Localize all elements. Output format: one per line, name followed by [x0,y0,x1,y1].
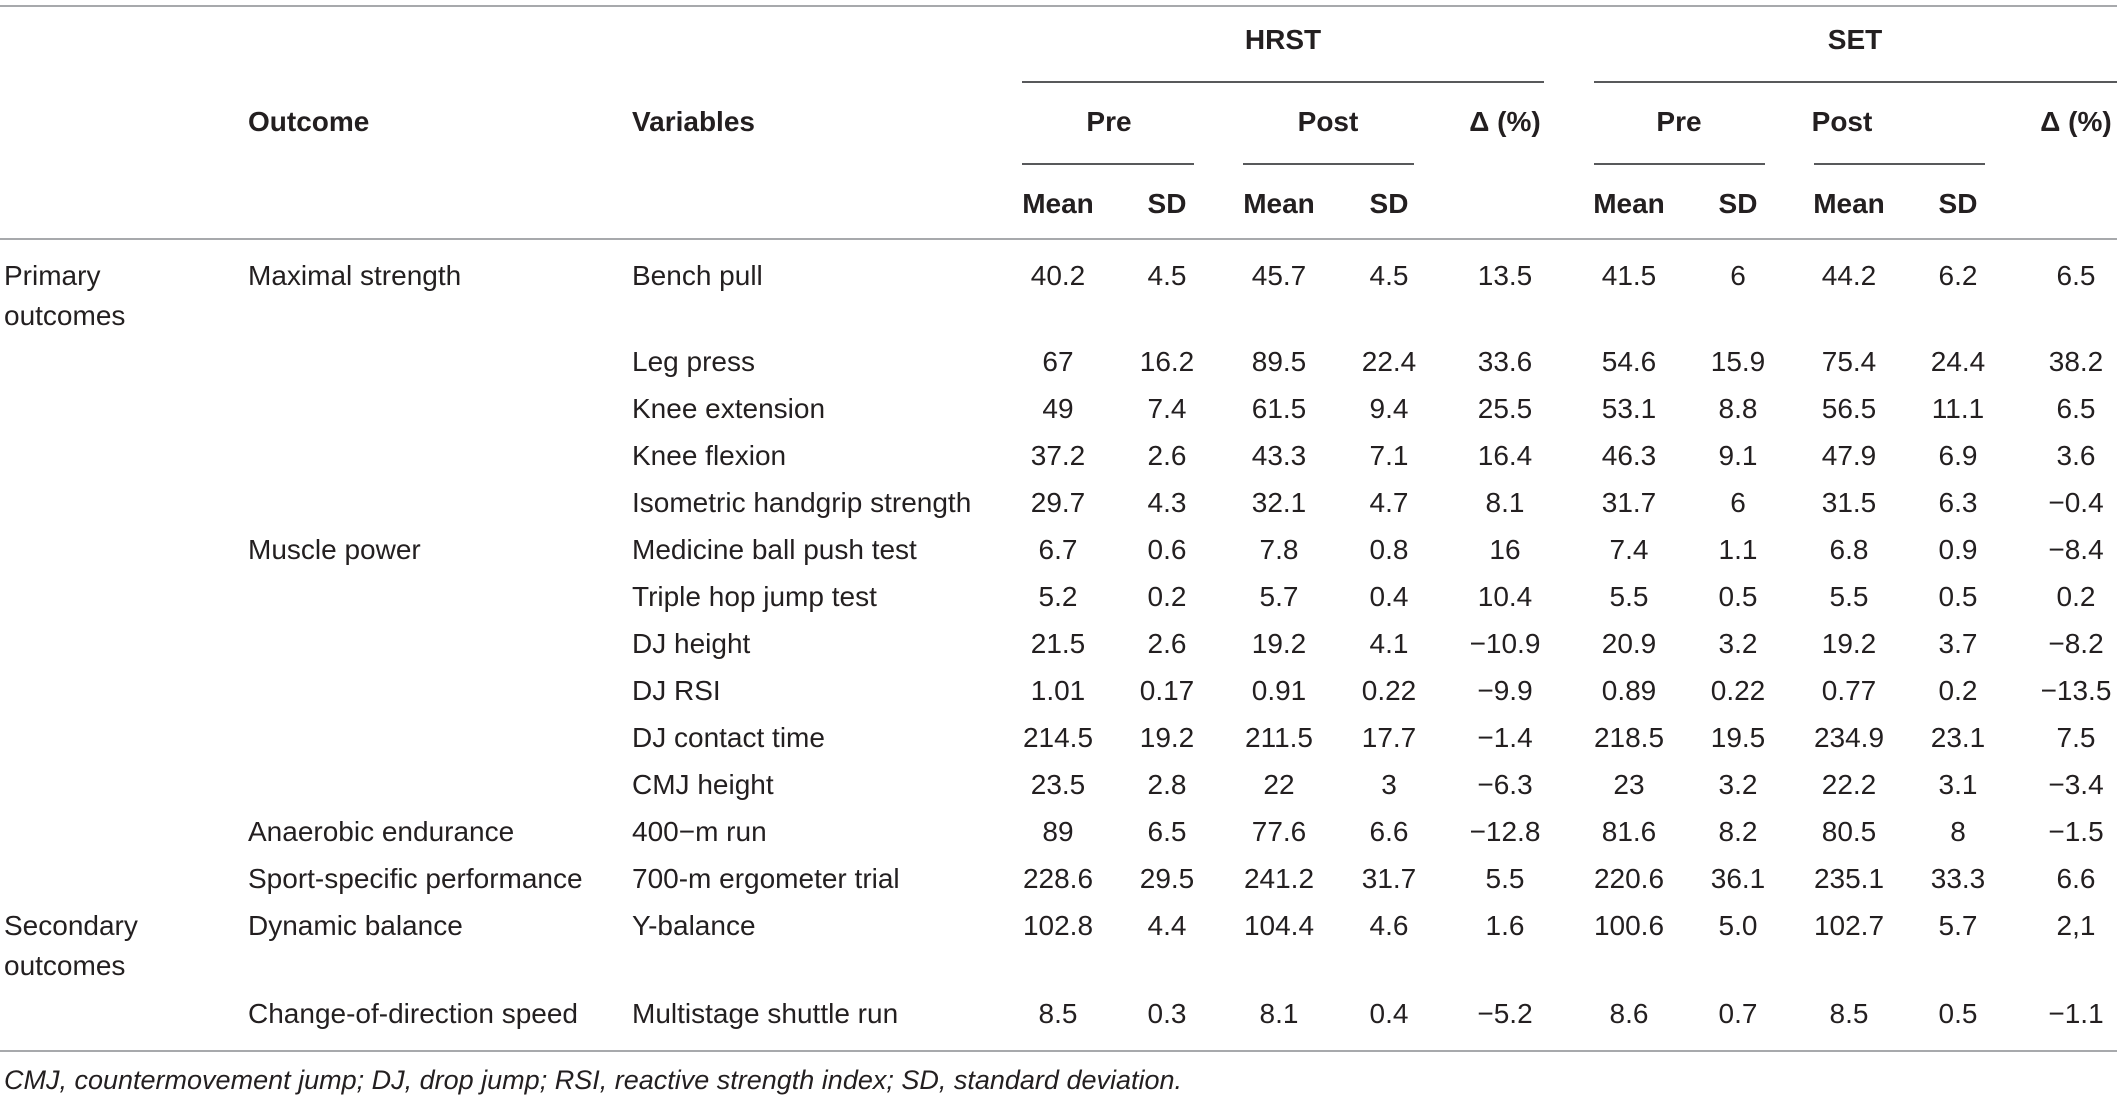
cell-set-pre-sd: 6 [1730,260,1746,291]
row-outcome: Anaerobic endurance [248,816,515,847]
header-set-pre-sd: SD [1718,188,1758,219]
header-hrst-post: Post [1297,106,1359,137]
cell-set-pre-sd: 36.1 [1710,863,1766,894]
row-variable: Knee flexion [632,440,787,471]
cell-set-delta: −0.4 [2048,487,2104,518]
cell-set-post-sd: 23.1 [1930,722,1986,753]
cell-hrst-post-sd: 9.4 [1369,393,1409,424]
cell-hrst-delta: 33.6 [1477,346,1533,377]
header-group-hrst: HRST [1244,24,1322,55]
cell-hrst-post-mean: 5.7 [1259,581,1299,612]
cell-hrst-pre-mean: 23.5 [1030,769,1086,800]
cell-set-pre-sd: 8.2 [1718,816,1758,847]
cell-set-post-mean: 235.1 [1813,863,1885,894]
table-footnote: CMJ, countermovement jump; DJ, drop jump; RSI, reactive strength index; SD, standard deviation. [4,1065,1183,1095]
cell-set-delta: −8.2 [2048,628,2104,659]
cell-set-pre-mean: 23 [1613,769,1645,800]
cell-set-post-mean: 0.77 [1821,675,1877,706]
cell-hrst-delta: 16.4 [1477,440,1533,471]
cell-hrst-post-mean: 211.5 [1245,722,1313,753]
cell-set-delta: 38.2 [2048,346,2104,377]
hrst-pre-rule [1022,163,1194,165]
hrst-group-rule [1022,81,1544,83]
cell-set-pre-mean: 7.4 [1609,534,1649,565]
cell-set-pre-sd: 5.0 [1718,910,1758,941]
cell-set-post-mean: 234.9 [1813,722,1885,753]
cell-hrst-delta: −6.3 [1477,769,1533,800]
cell-set-pre-mean: 220.6 [1593,863,1665,894]
cell-hrst-post-sd: 3 [1381,769,1397,800]
hrst-post-rule [1243,163,1414,165]
cell-set-pre-mean: 53.1 [1601,393,1657,424]
cell-set-delta: 6.5 [2056,393,2096,424]
cell-set-post-mean: 8.5 [1829,998,1869,1029]
cell-hrst-pre-mean: 5.2 [1038,581,1078,612]
header-hrst-pre: Pre [1086,106,1132,137]
cell-set-post-mean: 22.2 [1821,769,1877,800]
cell-hrst-pre-sd: 6.5 [1147,816,1187,847]
cell-hrst-post-mean: 22 [1263,769,1295,800]
cell-hrst-pre-sd: 2.6 [1147,440,1187,471]
cell-set-post-mean: 44.2 [1821,260,1877,291]
cell-set-post-sd: 0.2 [1938,675,1978,706]
row-outcome: Dynamic balance [248,910,463,941]
header-set-pre: Pre [1656,106,1702,137]
cell-hrst-delta: −5.2 [1477,998,1533,1029]
cell-set-post-mean: 19.2 [1821,628,1877,659]
cell-hrst-pre-sd: 16.2 [1139,346,1195,377]
header-hrst-pre-mean: Mean [1022,188,1094,219]
cell-set-pre-mean: 54.6 [1601,346,1657,377]
cell-hrst-pre-mean: 102.8 [1022,910,1094,941]
cell-hrst-post-sd: 7.1 [1369,440,1409,471]
cell-hrst-delta: 8.1 [1485,487,1525,518]
cell-hrst-post-mean: 7.8 [1259,534,1299,565]
row-outcome: Maximal strength [248,260,462,291]
header-set-post-sd: SD [1938,188,1978,219]
cell-set-post-mean: 47.9 [1821,440,1877,471]
header-hrst-post-sd: SD [1369,188,1409,219]
cell-hrst-delta: 10.4 [1477,581,1533,612]
row-category: Primary [4,260,101,291]
cell-set-pre-mean: 81.6 [1601,816,1657,847]
cell-hrst-pre-sd: 4.5 [1147,260,1187,291]
cell-hrst-pre-mean: 67 [1042,346,1074,377]
cell-hrst-pre-sd: 4.3 [1147,487,1187,518]
cell-hrst-delta: −9.9 [1477,675,1533,706]
cell-hrst-delta: −1.4 [1477,722,1533,753]
cell-hrst-post-sd: 17.7 [1361,722,1417,753]
cell-set-delta: −8.4 [2048,534,2104,565]
row-variable: Medicine ball push test [632,534,917,565]
cell-hrst-post-mean: 45.7 [1251,260,1307,291]
row-variable: Bench pull [632,260,763,291]
row-variable: Isometric handgrip strength [632,487,972,518]
cell-hrst-delta: 1.6 [1485,910,1525,941]
cell-hrst-post-sd: 0.8 [1369,534,1409,565]
cell-hrst-post-mean: 89.5 [1251,346,1307,377]
row-variable: Y-balance [632,910,756,941]
cell-set-pre-mean: 0.89 [1601,675,1657,706]
cell-hrst-pre-mean: 228.6 [1022,863,1094,894]
set-pre-rule [1594,163,1765,165]
cell-set-pre-sd: 19.5 [1710,722,1766,753]
cell-set-post-mean: 31.5 [1821,487,1877,518]
header-hrst-delta: Δ (%) [1469,106,1541,137]
cell-set-pre-sd: 0.7 [1718,998,1758,1029]
set-post-rule [1814,163,1985,165]
cell-hrst-post-sd: 0.4 [1369,581,1409,612]
cell-hrst-post-mean: 19.2 [1251,628,1307,659]
cell-hrst-delta: 13.5 [1477,260,1533,291]
cell-hrst-post-sd: 22.4 [1361,346,1417,377]
cell-set-pre-mean: 46.3 [1601,440,1657,471]
cell-hrst-pre-mean: 49 [1042,393,1074,424]
cell-hrst-post-sd: 4.5 [1369,260,1409,291]
cell-set-pre-mean: 5.5 [1609,581,1649,612]
header-set-post: Post [1811,106,1873,137]
cell-set-delta: 3.6 [2056,440,2096,471]
cell-set-delta: 2,1 [2056,910,2096,941]
cell-hrst-delta: −12.8 [1469,816,1541,847]
cell-set-post-sd: 0.5 [1938,581,1978,612]
cell-set-post-sd: 33.3 [1930,863,1986,894]
row-outcome: Sport-specific performance [248,863,583,894]
cell-set-post-sd: 0.5 [1938,998,1978,1029]
cell-hrst-pre-sd: 0.6 [1147,534,1187,565]
cell-set-post-mean: 80.5 [1821,816,1877,847]
cell-set-pre-mean: 31.7 [1601,487,1657,518]
cell-set-delta: −1.5 [2048,816,2104,847]
cell-hrst-post-sd: 31.7 [1361,863,1417,894]
cell-hrst-pre-sd: 2.8 [1147,769,1187,800]
row-variable: DJ height [632,628,751,659]
cell-hrst-pre-mean: 1.01 [1030,675,1086,706]
cell-hrst-post-mean: 77.6 [1251,816,1307,847]
cell-set-post-sd: 11.1 [1931,393,1985,424]
cell-set-pre-mean: 41.5 [1601,260,1657,291]
header-variables: Variables [632,106,755,137]
cell-set-post-sd: 6.9 [1938,440,1978,471]
cell-set-pre-sd: 15.9 [1710,346,1766,377]
row-variable: CMJ height [632,769,774,800]
cell-set-post-mean: 56.5 [1821,393,1877,424]
cell-set-post-mean: 102.7 [1813,910,1885,941]
row-category-line2: outcomes [4,300,126,331]
cell-set-pre-sd: 9.1 [1718,440,1758,471]
cell-set-post-sd: 0.9 [1938,534,1978,565]
header-group-set: SET [1827,24,1883,55]
cell-hrst-pre-sd: 29.5 [1139,863,1195,894]
row-variable: DJ contact time [632,722,825,753]
cell-set-pre-sd: 1.1 [1718,534,1758,565]
header-set-delta: Δ (%) [2040,106,2112,137]
header-set-post-mean: Mean [1813,188,1885,219]
cell-hrst-post-mean: 104.4 [1243,910,1315,941]
cell-set-pre-sd: 3.2 [1718,628,1758,659]
cell-set-pre-sd: 0.22 [1710,675,1766,706]
cell-set-delta: −3.4 [2048,769,2104,800]
row-variable: Triple hop jump test [632,581,877,612]
cell-hrst-pre-sd: 19.2 [1139,722,1195,753]
cell-set-delta: 6.5 [2056,260,2096,291]
cell-set-pre-sd: 8.8 [1718,393,1758,424]
table-top-rule [0,5,2117,7]
cell-hrst-pre-mean: 21.5 [1030,628,1086,659]
cell-hrst-pre-mean: 29.7 [1030,487,1086,518]
cell-hrst-delta: 25.5 [1477,393,1533,424]
row-category-line2: outcomes [4,950,126,981]
cell-hrst-pre-sd: 7.4 [1147,393,1187,424]
cell-hrst-pre-mean: 89 [1042,816,1074,847]
header-bottom-rule [0,238,2117,240]
row-category: Secondary [4,910,138,941]
cell-hrst-pre-sd: 4.4 [1147,910,1187,941]
cell-set-pre-sd: 6 [1730,487,1746,518]
row-variable: 400−m run [632,816,767,847]
cell-set-post-mean: 75.4 [1821,346,1877,377]
cell-set-post-sd: 6.2 [1938,260,1978,291]
cell-hrst-post-mean: 241.2 [1243,863,1315,894]
cell-hrst-delta: 16 [1489,534,1521,565]
cell-hrst-pre-sd: 0.17 [1139,675,1195,706]
cell-hrst-post-sd: 0.4 [1369,998,1409,1029]
cell-hrst-post-mean: 61.5 [1251,393,1307,424]
cell-hrst-pre-sd: 0.2 [1147,581,1187,612]
cell-set-post-sd: 3.1 [1938,769,1978,800]
cell-set-post-sd: 5.7 [1938,910,1978,941]
cell-hrst-post-mean: 8.1 [1259,998,1299,1029]
cell-set-post-mean: 5.5 [1829,581,1869,612]
cell-hrst-post-mean: 32.1 [1251,487,1307,518]
cell-set-pre-mean: 20.9 [1601,628,1657,659]
cell-hrst-delta: 5.5 [1485,863,1525,894]
cell-set-post-sd: 3.7 [1938,628,1978,659]
cell-set-pre-sd: 3.2 [1718,769,1758,800]
cell-hrst-post-mean: 43.3 [1251,440,1307,471]
set-group-rule [1594,81,2117,83]
cell-hrst-post-sd: 4.7 [1369,487,1409,518]
header-outcome: Outcome [248,106,370,137]
header-hrst-pre-sd: SD [1147,188,1187,219]
cell-hrst-delta: −10.9 [1469,628,1541,659]
cell-set-delta: −13.5 [2040,675,2112,706]
cell-set-pre-mean: 100.6 [1593,910,1665,941]
cell-hrst-pre-mean: 214.5 [1022,722,1094,753]
row-variable: Knee extension [632,393,826,424]
cell-set-post-mean: 6.8 [1829,534,1869,565]
header-hrst-post-mean: Mean [1243,188,1315,219]
cell-hrst-pre-mean: 8.5 [1038,998,1078,1029]
cell-hrst-post-sd: 0.22 [1361,675,1417,706]
cell-hrst-pre-mean: 37.2 [1030,440,1086,471]
row-outcome: Muscle power [248,534,421,565]
cell-hrst-pre-mean: 6.7 [1038,534,1078,565]
cell-hrst-pre-sd: 2.6 [1147,628,1187,659]
cell-hrst-post-sd: 4.1 [1369,628,1409,659]
cell-set-delta: −1.1 [2048,998,2104,1029]
row-outcome: Change-of-direction speed [248,998,578,1029]
cell-set-post-sd: 6.3 [1938,487,1978,518]
cell-hrst-post-sd: 6.6 [1369,816,1409,847]
cell-hrst-pre-sd: 0.3 [1147,998,1187,1029]
row-variable: Leg press [632,346,755,377]
cell-hrst-pre-mean: 40.2 [1030,260,1086,291]
cell-set-delta: 6.6 [2056,863,2096,894]
cell-set-pre-sd: 0.5 [1718,581,1758,612]
cell-set-post-sd: 8 [1950,816,1966,847]
cell-set-pre-mean: 8.6 [1609,998,1649,1029]
cell-hrst-post-mean: 0.91 [1251,675,1307,706]
cell-set-delta: 7.5 [2056,722,2096,753]
header-set-pre-mean: Mean [1593,188,1665,219]
cell-hrst-post-sd: 4.6 [1369,910,1409,941]
cell-set-post-sd: 24.4 [1930,346,1986,377]
table-bottom-rule [0,1050,2117,1052]
row-variable: 700-m ergometer trial [632,863,900,894]
row-variable: Multistage shuttle run [632,998,899,1029]
row-variable: DJ RSI [632,675,721,706]
cell-set-delta: 0.2 [2056,581,2096,612]
cell-set-pre-mean: 218.5 [1593,722,1665,753]
